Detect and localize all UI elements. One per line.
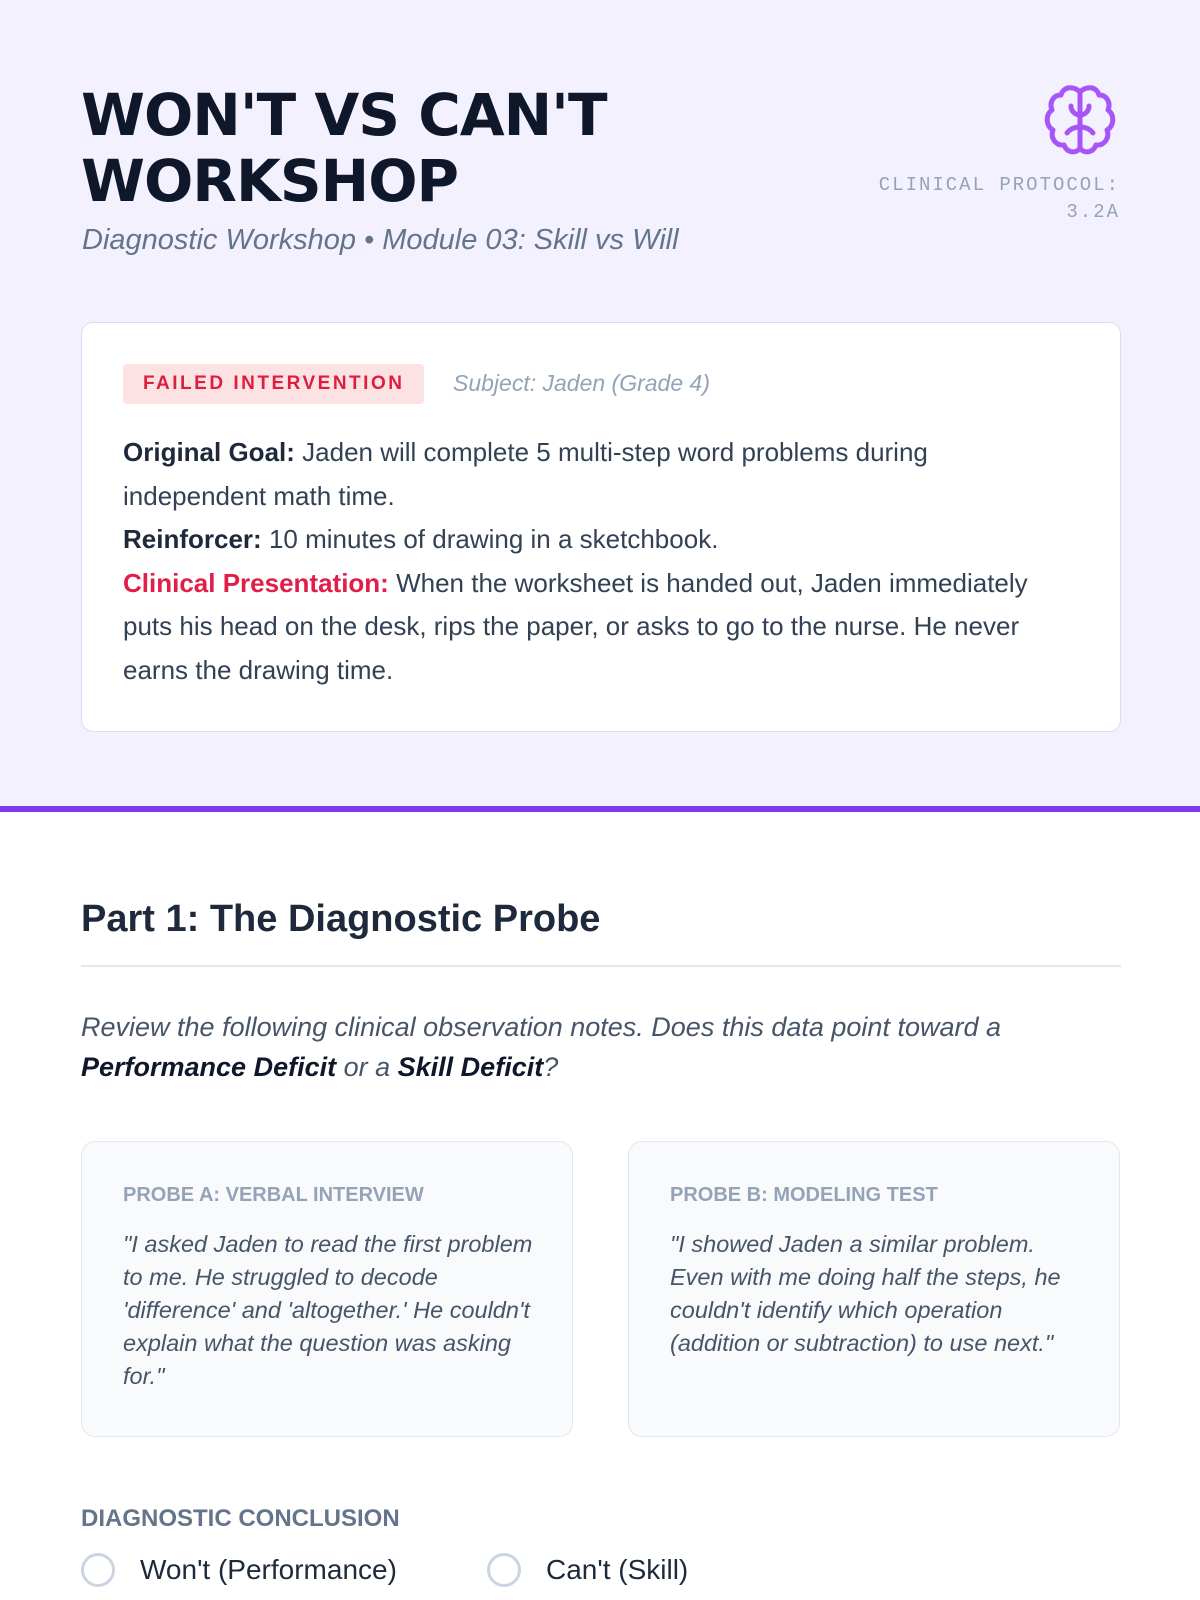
radio-button[interactable] bbox=[487, 1553, 521, 1587]
case-card bbox=[81, 322, 1121, 732]
brain-icon bbox=[1042, 82, 1118, 158]
probe-quote: "I asked Jaden to read the first problem to me. He struggled to decode 'difference' and 'altogether.' He couldn't explain what the question was asking for." bbox=[123, 1231, 533, 1389]
case-details bbox=[123, 431, 1073, 692]
intro-end: ? bbox=[543, 1052, 559, 1082]
option-cant-skill[interactable] bbox=[487, 1550, 688, 1590]
goal-label: Original Goal: bbox=[123, 437, 295, 467]
page-subtitle: Diagnostic Workshop • Module 03: Skill vs Will bbox=[82, 224, 679, 256]
option-label: Can't (Skill) bbox=[546, 1554, 689, 1585]
section-title: Part 1: The Diagnostic Probe bbox=[81, 898, 601, 940]
section-divider bbox=[81, 965, 1121, 967]
goal-line bbox=[123, 431, 1073, 518]
presentation-label: Clinical Presentation: bbox=[123, 567, 389, 598]
probe-card-b bbox=[628, 1141, 1120, 1437]
radio-button[interactable] bbox=[81, 1553, 115, 1587]
presentation-line bbox=[123, 562, 1073, 693]
probe-label: PROBE B: MODELING TEST bbox=[670, 1184, 938, 1206]
option-wont-performance[interactable] bbox=[81, 1550, 397, 1590]
intro-text: Review the following clinical observation notes. Does this data point toward a bbox=[81, 1012, 1002, 1042]
reinforcer-label: Reinforcer: bbox=[123, 524, 262, 554]
conclusion-label: DIAGNOSTIC CONCLUSION bbox=[81, 1505, 400, 1532]
option-label: Won't (Performance) bbox=[140, 1554, 397, 1585]
probe-label: PROBE A: VERBAL INTERVIEW bbox=[123, 1184, 424, 1206]
subject-label: Subject: Jaden (Grade 4) bbox=[453, 370, 710, 396]
section-intro bbox=[81, 1007, 1091, 1087]
reinforcer-line bbox=[123, 518, 1073, 562]
reinforcer-text: 10 minutes of drawing in a sketchbook. bbox=[268, 524, 719, 554]
probe-quote: "I showed Jaden a similar problem. Even with me doing half the steps, he couldn't identify which operation (addition or subtraction) to use next." bbox=[670, 1231, 1061, 1356]
status-badge: FAILED INTERVENTION bbox=[123, 364, 424, 404]
presentation-text: When the worksheet is handed out, Jaden immediately puts his head on the desk, rips the paper, or asks to go to the nurse. He never earns the drawing time. bbox=[123, 567, 1028, 685]
intro-or: or a bbox=[343, 1052, 391, 1082]
probe-card-a bbox=[81, 1141, 573, 1437]
page-title: WON'T VS CAN'T WORKSHOP bbox=[81, 81, 607, 215]
intro-skill-term: Skill Deficit bbox=[397, 1052, 544, 1082]
goal-text: Jaden will complete 5 multi-step word problems during independent math time. bbox=[123, 437, 928, 511]
protocol-code: CLINICAL PROTOCOL: 3.2A bbox=[878, 174, 1120, 223]
intro-performance-term: Performance Deficit bbox=[81, 1052, 337, 1082]
